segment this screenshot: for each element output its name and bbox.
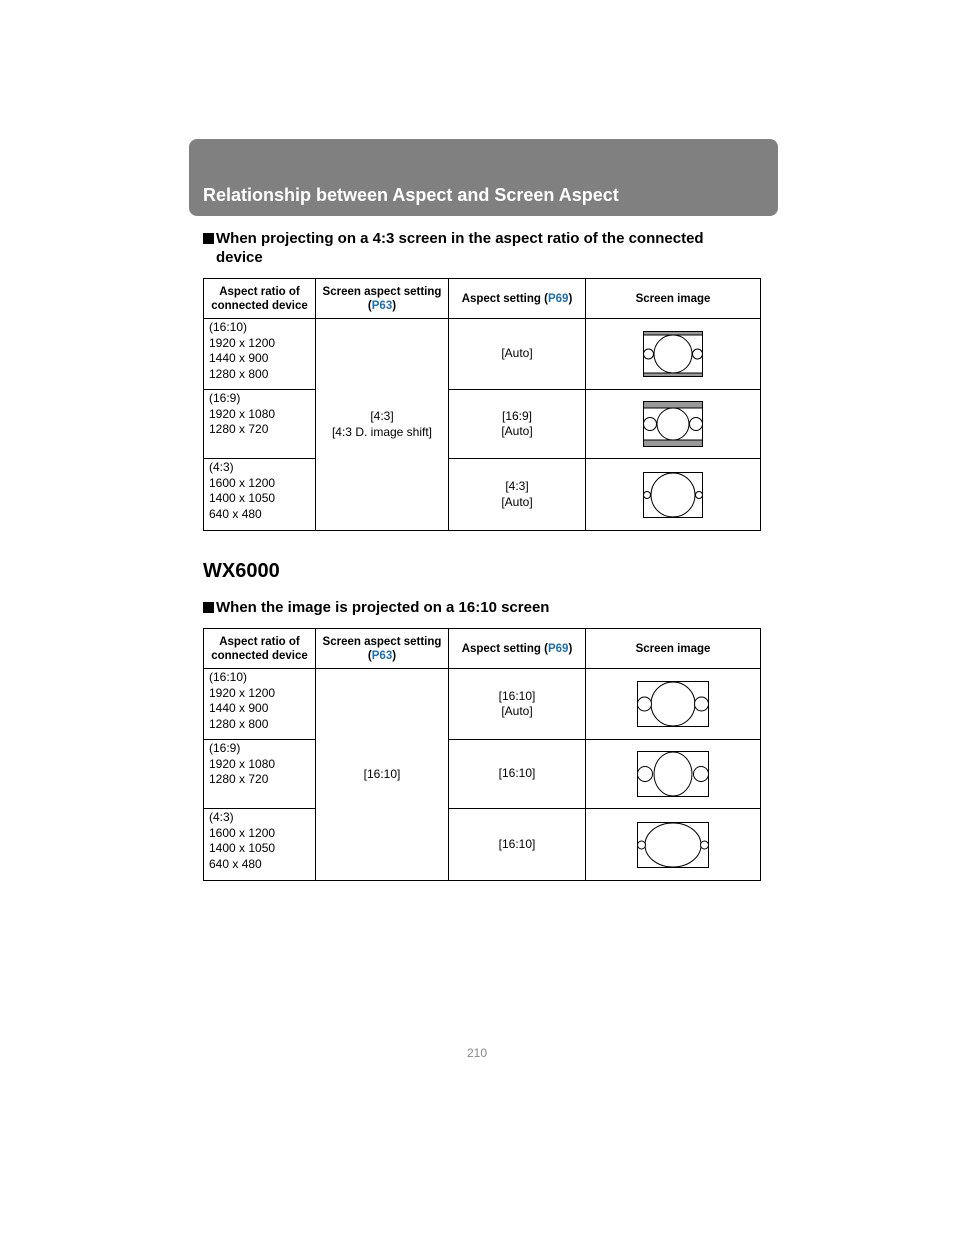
table-row <box>204 809 761 881</box>
screen-image-16-9-on-16-10 <box>637 751 709 797</box>
aspect-setting-cell: [4:3] [Auto] <box>449 459 586 531</box>
device-cell: (16:9) 1920 x 1080 1280 x 720 <box>204 740 316 809</box>
aspect-setting-cell: [16:9] [Auto] <box>449 390 586 459</box>
header-screen-image: Screen image <box>586 629 761 669</box>
screen-image-cell <box>586 669 761 740</box>
aspect-setting-cell: [Auto] <box>449 319 586 390</box>
screen-setting-cell: [16:10] <box>316 669 449 881</box>
section1-heading <box>203 229 743 267</box>
screen-image-16-10-on-16-10 <box>637 681 709 727</box>
page-number: 210 <box>466 1046 488 1060</box>
device-cell: (4:3) 1600 x 1200 1400 x 1050 640 x 480 <box>204 809 316 881</box>
device-cell: (4:3) 1600 x 1200 1400 x 1050 640 x 480 <box>204 459 316 531</box>
screen-image-4-3-on-16-10 <box>637 822 709 868</box>
section-banner <box>189 139 778 216</box>
screen-image-cell <box>586 390 761 459</box>
link-p63[interactable]: P63 <box>371 299 393 312</box>
header-screen-setting: Screen aspect setting (P63) <box>316 629 449 669</box>
header-device: Aspect ratio of connected device <box>204 279 316 319</box>
screen-setting-cell: [4:3] [4:3 D. image shift] <box>316 319 449 531</box>
section2-heading-text: When the image is projected on a 16:10 screen <box>216 599 550 616</box>
table-row <box>204 459 761 531</box>
bullet-square-icon <box>203 233 214 244</box>
table-row <box>204 669 761 740</box>
table-header-row <box>204 629 761 669</box>
bullet-square-icon <box>203 602 214 613</box>
banner-title: Relationship between Aspect and Screen Aspect <box>203 185 619 205</box>
device-cell: (16:10) 1920 x 1200 1440 x 900 1280 x 800 <box>204 319 316 390</box>
aspect-setting-cell: [16:10] [Auto] <box>449 669 586 740</box>
aspect-setting-cell: [16:10] <box>449 809 586 881</box>
table-row <box>204 390 761 459</box>
device-cell: (16:10) 1920 x 1200 1440 x 900 1280 x 800 <box>204 669 316 740</box>
link-p63[interactable]: P63 <box>371 649 393 662</box>
screen-image-4-3-on-4-3 <box>643 472 703 518</box>
screen-image-cell <box>586 319 761 390</box>
aspect-table-16-10-screen <box>203 628 761 881</box>
header-screen-setting: Screen aspect setting (P63) <box>316 279 449 319</box>
header-aspect-setting: Aspect setting (P69) <box>449 279 586 319</box>
link-p69[interactable]: P69 <box>547 642 569 655</box>
table-header-row <box>204 279 761 319</box>
header-screen-image: Screen image <box>586 279 761 319</box>
aspect-setting-cell: [16:10] <box>449 740 586 809</box>
header-aspect-setting: Aspect setting (P69) <box>449 629 586 669</box>
screen-image-cell <box>586 809 761 881</box>
section1-heading-text: When projecting on a 4:3 screen in the aspect ratio of the connected device <box>216 230 704 266</box>
table-row <box>204 319 761 390</box>
screen-image-cell <box>586 459 761 531</box>
device-cell: (16:9) 1920 x 1080 1280 x 720 <box>204 390 316 459</box>
table-row <box>204 740 761 809</box>
header-device: Aspect ratio of connected device <box>204 629 316 669</box>
model-title: WX6000 <box>203 560 280 582</box>
screen-image-16-9-on-4-3 <box>643 401 703 447</box>
section2-heading <box>203 598 763 617</box>
screen-image-16-10-on-4-3 <box>643 331 703 377</box>
screen-image-cell <box>586 740 761 809</box>
aspect-table-4-3-screen <box>203 278 761 531</box>
link-p69[interactable]: P69 <box>547 292 569 305</box>
